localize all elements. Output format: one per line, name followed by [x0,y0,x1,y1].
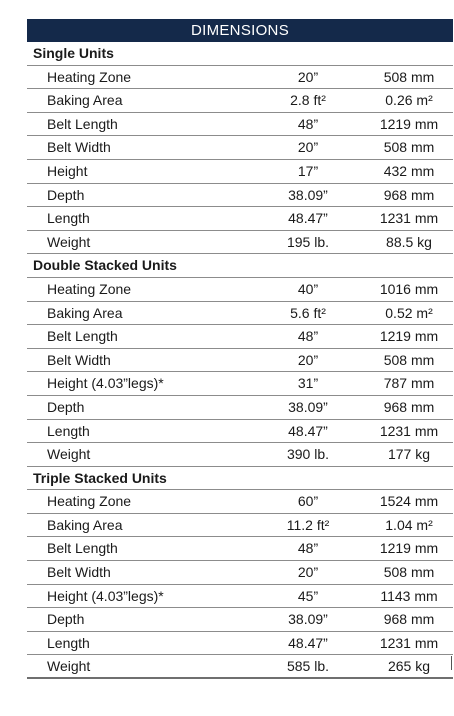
row-label: Length [47,210,90,227]
table-row [27,302,453,326]
metric-value: 1219 mm [379,540,439,557]
table-title: DIMENSIONS [27,19,453,42]
imperial-value: 48.47” [288,210,328,227]
row-label: Belt Length [47,540,118,557]
imperial-value: 38.09” [288,611,328,628]
dimensions-table [27,19,453,679]
imperial-value: 31” [297,375,319,392]
imperial-value: 40” [297,280,319,297]
table-row [27,184,453,208]
table-row [27,537,453,561]
table-row [27,585,453,609]
row-label: Belt Width [47,564,111,581]
metric-value: 1231 mm [379,422,439,439]
table-row [27,325,453,349]
row-label: Weight [47,233,91,250]
table-row [27,490,453,514]
table-row [27,349,453,373]
row-label: Weight [47,446,91,463]
row-label: Length [47,634,90,651]
imperial-value: 390 lb. [286,446,330,463]
table-row [27,420,453,444]
imperial-value: 5.6 ft² [290,304,326,321]
section-header: Triple Stacked Units [27,467,453,491]
metric-value: 177 kg [387,446,431,463]
table-row [27,207,453,231]
row-label: Depth [47,186,85,203]
table-row [27,608,453,632]
table-row [27,66,453,90]
table-row [27,514,453,538]
metric-value: 0.52 m² [385,304,433,321]
imperial-value: 48.47” [288,422,328,439]
imperial-value: 60” [297,493,319,510]
imperial-value: 20” [297,564,319,581]
metric-value: 968 mm [383,611,435,628]
imperial-value: 48” [297,328,319,345]
imperial-value: 2.8 ft² [290,92,326,109]
row-label: Belt Length [47,328,118,345]
imperial-value: 11.2 ft² [286,516,330,533]
table-row [27,632,453,656]
row-label: Belt Width [47,351,111,368]
row-label: Height [47,162,88,179]
metric-value: 508 mm [383,564,435,581]
row-label: Depth [47,398,85,415]
metric-value: 1143 mm [380,587,438,604]
imperial-value: 48” [297,115,319,132]
imperial-value: 17” [297,162,319,179]
metric-value: 787 mm [383,375,435,392]
metric-value: 1.04 m² [385,516,433,533]
metric-value: 508 mm [383,351,435,368]
metric-value: 432 mm [383,162,435,179]
table-row [27,655,453,679]
table-row [27,231,453,255]
row-label: Length [47,422,90,439]
section-header: Double Stacked Units [27,254,453,278]
imperial-value: 195 lb. [286,233,330,250]
table-row [27,372,453,396]
metric-value: 1016 mm [379,280,439,297]
imperial-value: 45” [297,587,319,604]
imperial-value: 20” [297,351,319,368]
metric-value: 508 mm [383,68,435,85]
metric-value: 1219 mm [379,328,439,345]
row-label: Baking Area [47,92,123,109]
metric-value: 508 mm [383,139,435,156]
imperial-value: 48.47” [288,634,328,651]
row-label: Baking Area [47,304,123,321]
row-label: Baking Area [47,516,123,533]
row-label: Heating Zone [47,280,132,297]
table-row [27,396,453,420]
imperial-value: 38.09” [288,186,328,203]
imperial-value: 48” [297,540,319,557]
table-row [27,136,453,160]
metric-value: 0.26 m² [385,92,433,109]
metric-value: 88.5 kg [386,233,432,250]
table-row [27,561,453,585]
metric-value: 968 mm [383,398,435,415]
metric-value: 1524 mm [379,493,439,510]
table-row [27,89,453,113]
imperial-value: 20” [297,139,319,156]
row-label: Heating Zone [47,68,132,85]
row-label: Weight [47,658,91,675]
row-label: Heating Zone [47,493,132,510]
imperial-value: 585 lb. [286,658,330,675]
row-label: Height (4.03”legs)* [47,587,164,604]
metric-value: 265 kg [387,658,431,675]
metric-value: 1219 mm [379,115,439,132]
imperial-value: 20” [297,68,319,85]
row-label: Belt Length [47,115,118,132]
table-body [27,42,453,679]
section-header: Single Units [27,42,453,66]
table-row [27,278,453,302]
row-label: Depth [47,611,85,628]
edge-mark [451,656,452,670]
row-label: Belt Width [47,139,111,156]
metric-value: 1231 mm [379,634,439,651]
metric-value: 968 mm [383,186,435,203]
metric-value: 1231 mm [379,210,439,227]
row-label: Height (4.03”legs)* [47,375,164,392]
table-row [27,160,453,184]
table-row [27,443,453,467]
table-row [27,113,453,137]
imperial-value: 38.09” [288,398,328,415]
